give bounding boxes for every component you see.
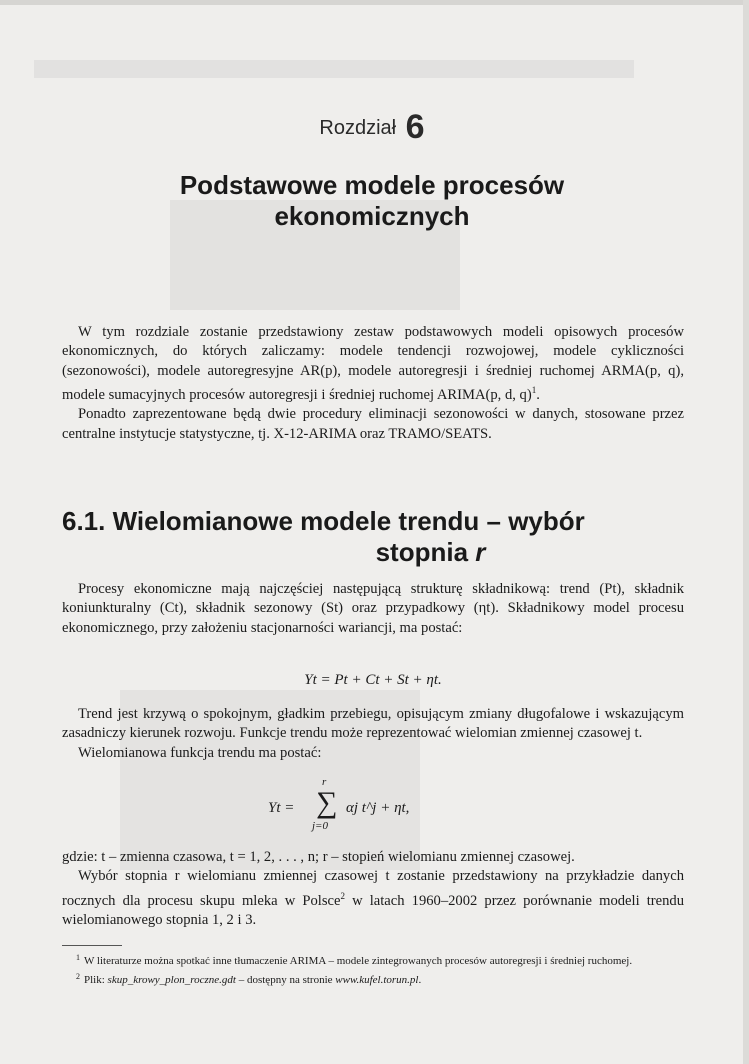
equation-components: Yt = Pt + Ct + St + ηt. (304, 672, 442, 688)
intro-paragraph-1 (62, 323, 684, 405)
eq2-lhs: Yt = (268, 800, 295, 816)
section-paragraph-2 (62, 705, 684, 763)
chapter-title-line1: Podstawowe modele procesów (179, 170, 565, 200)
section-p3: Procesy ekonomiczne mają najczęściej następującą strukturę składnikową: trend (Pt), składnik koniunkturalny (Ct), składnik sezonowy (St) oraz przypadkowy (ηt). Składnikowy model procesu ekonomicznego, przy założeniu stacjonarności wariancji, ma postać: (62, 581, 684, 636)
intro-text (62, 323, 684, 444)
section-title-line2 (62, 537, 684, 568)
bleed-through-header (34, 60, 634, 78)
section-title (62, 506, 684, 568)
eq2-rhs: αj t^j + ηt, (346, 800, 410, 816)
footnote-2-url[interactable]: www.kufel.torun.pl (335, 974, 419, 986)
section-title-line1: 6.1. Wielomianowe modele trendu – wybór (62, 506, 585, 536)
footnote-rule (62, 945, 122, 946)
footnote-2 (62, 969, 684, 988)
chapter-title (62, 170, 682, 232)
intro-p1-text: W tym rozdziale zostanie przedstawiony zestaw podstawowych modeli opisowych procesów ekonomicznych, do których zaliczamy: modele tendencji rozwojowej, modele cykliczności (sezonowości), modele autoregresyjne AR(p), modele autoregresji i średniej ruchomej ARMA(p, q), modele sumacyjnych procesów autoregresji i średniej ruchomej ARIMA(p, d, q) (62, 324, 684, 404)
section-p5: Wielomianowa funkcja trendu ma postać: (78, 744, 322, 761)
section-p7-end: w latach 1960–2002 przez porównanie modeli trendu wielomianowego stopnia 1, 2 i 3. (62, 892, 685, 929)
equation-polynomial-trend (268, 776, 488, 842)
section-title-line2-text: stopnia (375, 537, 476, 567)
footnote-2-prefix: Plik: (84, 974, 108, 986)
footnotes (62, 950, 684, 988)
footnote-2-filename: skup_krowy_plon_roczne.gdt (107, 974, 236, 986)
footnote-ref-2: 2 (340, 890, 345, 901)
section-paragraph-1 (62, 580, 684, 638)
chapter-title-line2: ekonomicznych (274, 201, 470, 231)
footnote-1-text: W literaturze można spotkać inne tłumaczenie ARIMA – modele zintegrowanych procesów autoregresji i średniej ruchomej. (84, 955, 633, 967)
intro-p1-end: . (536, 387, 540, 404)
section-title-variable: r (475, 537, 486, 567)
section-p7 (62, 867, 684, 930)
sum-symbol-icon: ∑ (316, 786, 338, 819)
section-p7-text: Wybór stopnia r wielomianu zmiennej czasowej t zostanie przedstawiony na przykładzie danych rocznych dla procesu skupu mleka w Polsce (62, 868, 684, 909)
section-p6: gdzie: t – zmienna czasowa, t = 1, 2, . . . , n; r – stopień wielomianu zmiennej czasowej. (62, 849, 575, 865)
page-top-edge (0, 0, 749, 5)
footnote-2-number: 2 (76, 972, 80, 981)
section-p4: Trend jest krzywą o spokojnym, gładkim przebiegu, opisującym zmiany długofalowe i wskazującym zasadniczy kierunek rozwoju. Funkcje trendu może reprezentować wielomian zmiennej czasowej t. (62, 706, 684, 742)
footnote-1 (62, 950, 684, 969)
footnote-2-middle: – dostępny na stronie (235, 974, 336, 986)
chapter-number: 6 (405, 108, 425, 146)
page-right-edge (743, 0, 749, 1064)
section-paragraph-3 (62, 848, 684, 930)
footnote-1-number: 1 (76, 953, 80, 962)
eq2-sum-upper: r (322, 776, 327, 788)
chapter-label (62, 108, 682, 147)
intro-paragraph-2: Ponadto zaprezentowane będą dwie procedury eliminacji sezonowości w danych, stosowane przez centralne instytucje statystyczne, tj. X-12-ARIMA oraz TRAMO/SEATS. (62, 406, 684, 442)
footnote-2-end: . (418, 974, 422, 986)
footnote-ref-1: 1 (531, 385, 537, 396)
chapter-word: Rozdział (319, 117, 397, 139)
eq2-sum-lower: j=0 (312, 820, 328, 832)
